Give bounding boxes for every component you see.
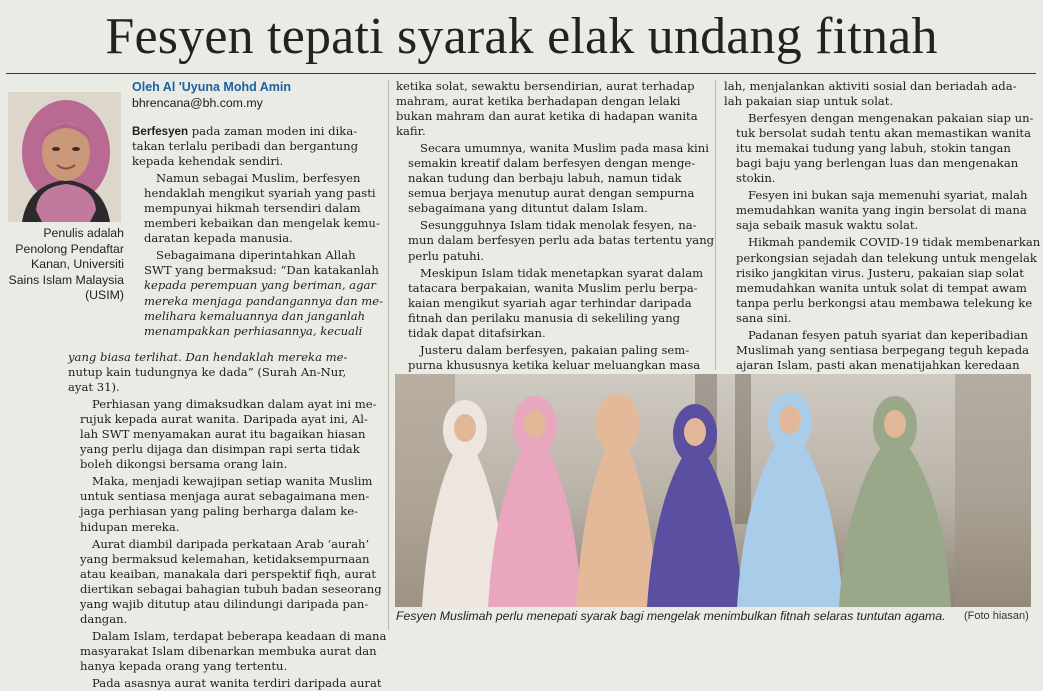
text-line: kaian mengikut syariah agar terhindar daripada (408, 295, 692, 310)
text-line: kafir. (396, 124, 426, 139)
paragraph (396, 218, 715, 263)
author-caption-line: Penolong Pendaftar (15, 241, 124, 256)
text-line: Sebagaimana diperintahkan Allah (156, 248, 356, 263)
text-line: hidupan mereka. (80, 519, 180, 534)
paragraph (724, 111, 1036, 186)
text-line: mempunyai hikmah tersendiri dalam (144, 201, 361, 216)
text-line: melihara kemaluannya dan janganlah (144, 308, 366, 323)
paragraph (68, 537, 382, 627)
text-line: purna khususnya ketika keluar meluangkan masa (408, 357, 701, 372)
author-photo (8, 92, 121, 222)
text-line: yang perlu dijaga dan disimpan rapi serta tidak (80, 442, 360, 457)
text-line: tuk bersolat sudah tentu akan memastikan wanita (736, 126, 1032, 141)
byline: Oleh Al 'Uyuna Mohd Amin (132, 80, 291, 94)
paragraph (132, 248, 382, 338)
text-line: tidak dapat ditafsirkan. (408, 325, 546, 340)
text-line: tatacara berpakaian, wanita Muslim perlu berpa- (408, 280, 698, 295)
text-line: Berfesyen dengan mengenakan pakaian siap un- (748, 111, 1034, 126)
text-line: lah SWT menyamakan aurat itu bagaikan hiasan (80, 427, 366, 442)
photo-credit: (Foto hiasan) (964, 610, 1029, 622)
paragraph (396, 141, 709, 216)
text-line: menampakkan perhiasannya, kecuali (144, 323, 363, 338)
text-line: sebagaimana yang dituntut dalam Islam. (408, 201, 648, 216)
text-line: yang bermaksud kelemahan, ketidaksempurnaan (80, 551, 370, 566)
text-line: boleh dikongsi bersama orang lain. (80, 457, 288, 472)
text-line: yang wajib ditutup atau dilindungi daripada pan- (80, 596, 369, 611)
text-line: Maka, menjadi kewajipan setiap wanita Muslim (92, 474, 373, 489)
text-line: Perhiasan yang dimaksudkan dalam ayat ini me- (92, 397, 377, 412)
text-line: ketika solat, sewaktu bersendirian, aurat terhadap (396, 79, 695, 93)
text-line: semakin kreatif dalam berfesyen dengan menge- (408, 156, 696, 171)
text-line: Secara umumnya, wanita Muslim pada masa kini (420, 141, 709, 156)
headline-rule (6, 73, 1036, 74)
text-line: sana sini. (736, 310, 792, 325)
paragraph (68, 397, 382, 472)
text-line: Namun sebagai Muslim, berfesyen (156, 171, 361, 186)
text-line: nakan tudung dan berbaju labuh, namun tidak (408, 171, 682, 186)
text-line: lah pakaian siap untuk solat. (724, 94, 894, 109)
text-line-rest: pada zaman moden ini dika- (188, 124, 358, 138)
paragraph (68, 474, 382, 534)
text-line: Sesungguhnya Islam tidak menolak fesyen, na- (420, 218, 697, 233)
text-line: nutup kain tudungnya ke dada” (Surah An-Nur, (68, 365, 347, 380)
author-email[interactable]: bhrencana@bh.com.my (132, 96, 263, 110)
author-caption-line: Penulis adalah (43, 226, 124, 240)
text-line: stokin. (736, 171, 776, 186)
paragraph (724, 235, 1041, 325)
text-line: diertikan sebagai bahagian tubuh badan seseorang (80, 581, 382, 596)
text-line: lah, menjalankan aktiviti sosial dan beriadah ada- (724, 79, 1017, 93)
photo-caption: Fesyen Muslimah perlu menepati syarak bagi mengelak menimbulkan fitnah selaras tuntutan agama. (396, 609, 946, 623)
text-line: bagi baju yang berlengan luas dan mengenakan (736, 156, 1019, 171)
article-column-1 (132, 124, 382, 339)
text-line: Meskipun Islam tidak menetapkan syarat dalam (420, 265, 704, 280)
paragraph (132, 171, 382, 246)
paragraph (68, 628, 387, 674)
text-line: dangan. (80, 611, 128, 626)
paragraph (396, 266, 706, 341)
text-line: rujuk kepada aurat wanita. Daripada ayat ini, Al- (80, 412, 368, 427)
text-line: hanya kepada orang yang tertentu. (80, 658, 288, 673)
text-line: daratan kepada manusia. (144, 231, 293, 246)
paragraph (68, 350, 382, 395)
author-caption-line: Kanan, Universiti (31, 257, 124, 271)
hijab-models-illustration (395, 374, 1031, 607)
text-line: hendaklah mengikut syariah yang pasti (144, 186, 376, 201)
text-line: risiko jangkitan virus. Justeru, pakaian siap solat (736, 265, 1024, 280)
text-line: yang biasa terlihat. Dan hendaklah mereka me- (68, 350, 348, 364)
text-line: Hikmah pandemik COVID-19 tidak membenarkan (748, 235, 1041, 250)
text-line: Pada asasnya aurat wanita terdiri daripada aurat (92, 675, 382, 690)
text-line: mun dalam berfesyen perlu ada batas tertentu yang (408, 233, 715, 248)
fashion-photo (395, 374, 1031, 607)
text-line: kepada kehendak sendiri. (132, 154, 284, 169)
text-line: tanpa perlu berkongsi atau membawa telekung ke (736, 295, 1033, 310)
lead-word: Berfesyen (132, 125, 189, 138)
text-line: saja sebaik masuk waktu solat. (736, 218, 919, 233)
text-line: takan terlalu peribadi dan bergantung (132, 139, 359, 154)
text-line: atau keaiban, manakala dari perspektif fiqh, aurat (80, 566, 377, 581)
text-line: memudahkan wanita untuk solat di tempat awam (736, 280, 1027, 295)
text-line: perlu patuhi. (408, 248, 485, 263)
text-line: untuk sentiasa menjaga aurat sebagaimana men- (80, 489, 370, 504)
author-caption-line: Sains Islam Malaysia (8, 272, 124, 287)
column-divider (715, 80, 716, 370)
author-caption-line: (USIM) (85, 288, 124, 302)
headline: Fesyen tepati syarak elak undang fitnah (105, 8, 938, 65)
text-line: itu memakai tudung yang labuh, stokin tangan (736, 141, 1011, 156)
text-line: jaga perhiasan yang paling berharga dalam ke- (80, 504, 359, 519)
text-line: memberi kebaikan dan mengelak kemu- (144, 216, 380, 231)
text-line: perkongsian sejadah dan telekung untuk mengelak (736, 250, 1037, 265)
text-line: ayat 31). (68, 380, 120, 395)
article-column-1-wide (68, 350, 387, 691)
author-caption (6, 226, 124, 304)
paragraph (68, 676, 382, 691)
text-line: Padanan fesyen patuh syariat dan keperibadian (748, 327, 1028, 342)
text-line: masyarakat Islam dibenarkan membuka aurat dan (80, 643, 377, 658)
text-line: Justeru dalam berfesyen, pakaian paling sem- (420, 342, 690, 357)
text-line (132, 124, 382, 139)
text-line: Muslimah yang sentiasa berpegang teguh kepada (736, 342, 1030, 357)
text-line: mahram, aurat ketika berhadapan dengan lelaki (396, 94, 681, 109)
text-line: mereka menjaga pandangannya dan me- (144, 293, 384, 308)
text-line: kepada perempuan yang beriman, agar (144, 278, 376, 293)
author-portrait (8, 92, 121, 222)
paragraph (132, 124, 382, 169)
text-line: Fesyen ini bukan saja memenuhi syariat, malah (748, 188, 1028, 203)
text-line: bukan mahram dan aurat ketika di hadapan wanita (396, 109, 698, 124)
text-line: SWT yang bermaksud: “Dan katakanlah (144, 263, 379, 278)
text-line: ajaran Islam, pasti akan menatijahkan keredaan (736, 357, 1020, 372)
text-line: memudahkan wanita yang ingin bersolat di mana (736, 203, 1027, 218)
text-line: Dalam Islam, terdapat beberapa keadaan di mana (92, 628, 387, 643)
text-line: semua berjaya menutup aurat dengan sempurna (408, 186, 695, 201)
column-divider (388, 80, 389, 630)
article-column-2 (396, 79, 715, 388)
paragraph (724, 188, 1036, 233)
paragraph (724, 79, 1036, 109)
text-line: fitnah dan perilaku manusia di sekeliling yang (408, 310, 681, 325)
paragraph (396, 79, 706, 139)
article-column-3 (724, 79, 1041, 388)
text-line: Aurat diambil daripada perkataan Arab ‘aurah’ (92, 536, 370, 551)
